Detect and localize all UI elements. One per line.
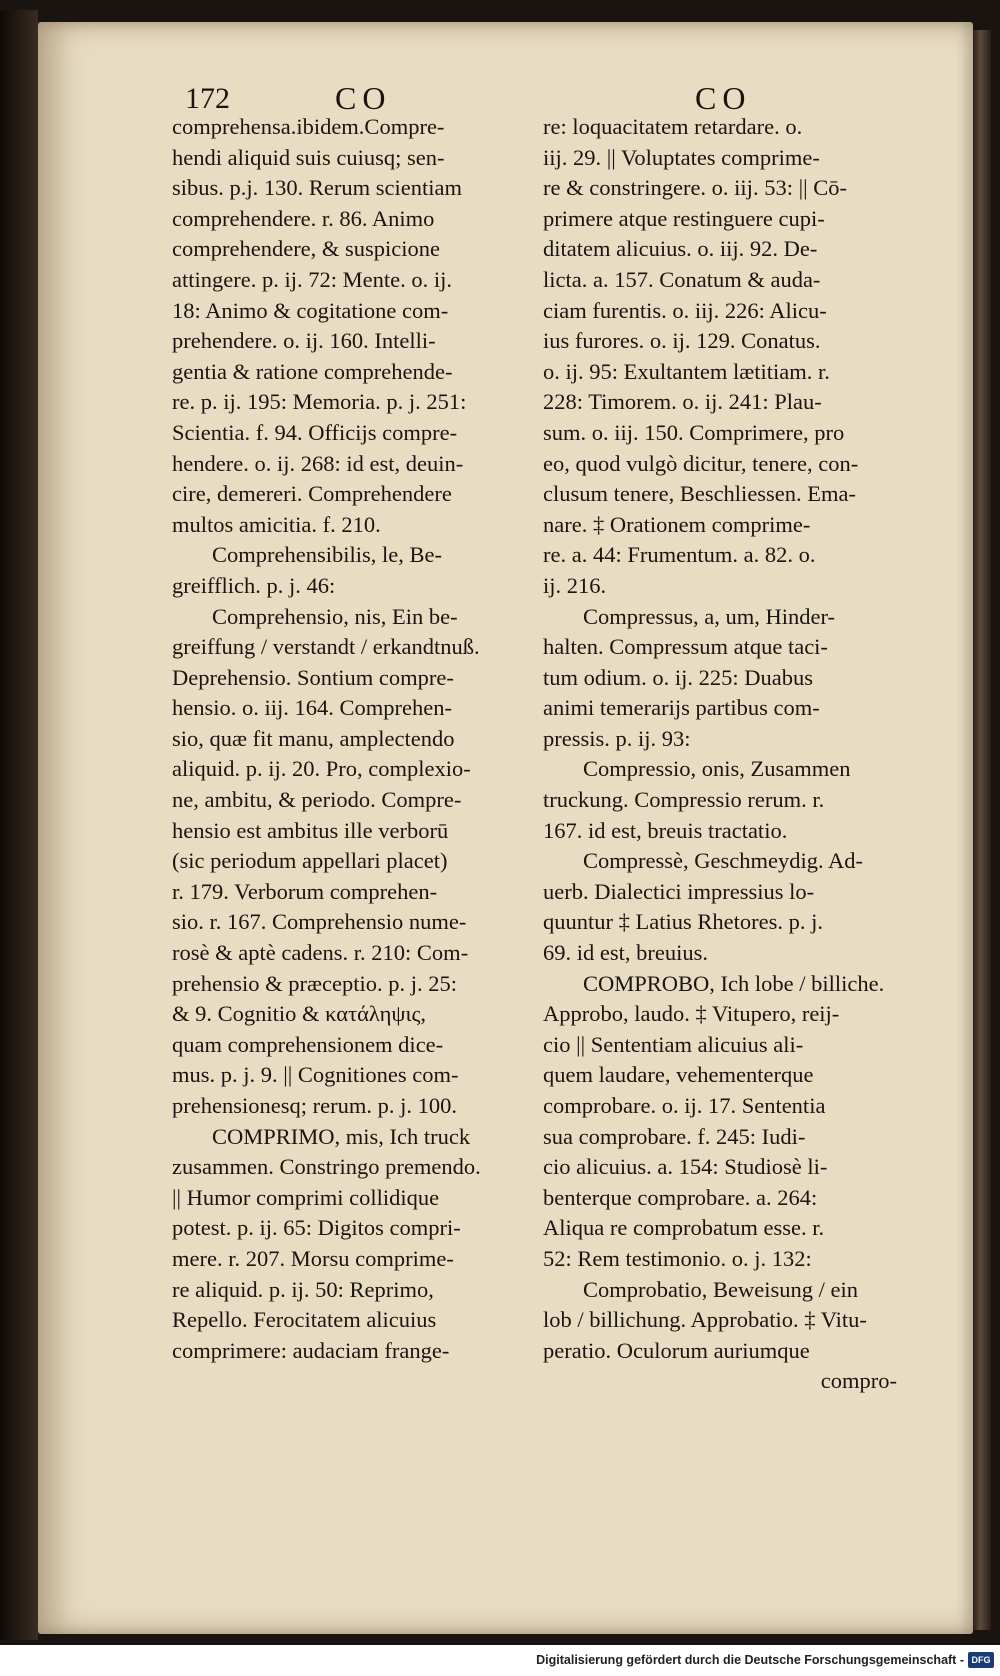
text-line: 228: Timorem. o. ij. 241: Plau- (543, 389, 822, 415)
text-line: Deprehensio. Sontium compre- (172, 664, 454, 690)
text-line: potest. p. ij. 65: Digitos compri- (172, 1215, 461, 1241)
text-line: sio. r. 167. Comprehensio nume- (172, 909, 467, 935)
text-line: zusammen. Constringo premendo. (172, 1154, 481, 1180)
left-running-head: CO (335, 80, 392, 116)
text-line: & 9. Cognitio & κατάληψις, (172, 1001, 427, 1027)
text-line: primere atque restinguere cupi- (543, 205, 825, 231)
text-line: quem laudare, vehementerque (543, 1062, 814, 1088)
right-text-column (543, 112, 907, 1397)
text-line: re & constringere. o. iij. 53: || Cō- (543, 175, 847, 201)
text-line: mere. r. 207. Morsu comprime- (172, 1245, 454, 1271)
text-line: sibus. p.j. 130. Rerum scientiam (172, 175, 462, 201)
text-line: prehendere. o. ij. 160. Intelli- (172, 328, 436, 354)
text-line: compro- (820, 1368, 897, 1394)
text-line: re. p. ij. 195: Memoria. p. j. 251: (172, 389, 467, 415)
text-line: quam comprehensionem dice- (172, 1031, 444, 1057)
text-line: Repello. Ferocitatem alicuius (172, 1307, 437, 1333)
text-line: 69. id est, breuius. (543, 940, 708, 966)
text-line: mus. p. j. 9. || Cognitiones com- (172, 1062, 459, 1088)
text-line: benterque comprobare. a. 264: (543, 1184, 818, 1210)
text-line: truckung. Compressio rerum. r. (543, 787, 825, 813)
text-line: greifflich. p. j. 46: (172, 572, 336, 598)
text-line: aliquid. p. ij. 20. Pro, complexio- (172, 756, 471, 782)
text-line: o. ij. 95: Exultantem lætitiam. r. (543, 358, 830, 384)
text-line: r. 179. Verborum comprehen- (172, 878, 438, 904)
text-line: prehensio & præceptio. p. j. 25: (172, 970, 457, 996)
text-line: prehensionesq; rerum. p. j. 100. (172, 1093, 457, 1118)
left-text-column (172, 112, 550, 1366)
text-line: Scientia. f. 94. Officijs compre- (172, 419, 458, 445)
text-line: 167. id est, breuis tractatio. (543, 817, 788, 843)
text-line: multos amicitia. f. 210. (172, 511, 381, 537)
text-line: uerb. Dialectici impressius lo- (543, 878, 815, 904)
text-line: clusum tenere, Beschliessen. Ema- (543, 481, 857, 507)
footer-credit: Digitalisierung gefördert durch die Deutsche Forschungsgemeinschaft - (536, 1653, 964, 1667)
text-line: peratio. Oculorum auriumque (543, 1337, 810, 1363)
text-line: Compressio, onis, Zusammen (583, 756, 851, 782)
text-line: hendi aliquid suis cuiusq; sen- (172, 144, 445, 170)
text-line: eo, quod vulgò dicitur, tenere, con- (543, 450, 859, 476)
text-line: comprehendere, & suspicione (172, 236, 441, 262)
text-line: rosè & aptè cadens. r. 210: Com- (172, 940, 469, 966)
text-line: (sic periodum appellari placet) (172, 848, 448, 874)
text-line: Comprehensio, nis, Ein be- (212, 603, 458, 629)
text-line: Approbo, laudo. ‡ Vitupero, reij- (543, 1001, 840, 1027)
text-line: hendere. o. ij. 268: id est, deuin- (172, 450, 464, 476)
text-line: re: loquacitatem retardare. o. (543, 114, 803, 139)
text-line: comprimere: audaciam frange- (172, 1337, 450, 1363)
text-line: sua comprobare. f. 245: Iudi- (543, 1123, 806, 1149)
book-spine (0, 10, 38, 1640)
text-line: hensio est ambitus ille verborū (172, 817, 449, 843)
text-line: re aliquid. p. ij. 50: Reprimo, (172, 1276, 434, 1302)
text-line: sum. o. iij. 150. Comprimere, pro (543, 419, 845, 445)
text-line: comprehensa.ibidem.Compre- (172, 114, 445, 139)
text-line: pressis. p. ij. 93: (543, 725, 691, 751)
text-line: ditatem alicuius. o. iij. 92. De- (543, 236, 818, 262)
text-line: comprobare. o. ij. 17. Sententia (543, 1093, 826, 1118)
dfg-logo: DFG (968, 1652, 994, 1668)
page-edge (973, 30, 991, 1630)
text-line: re. a. 44: Frumentum. a. 82. o. (543, 542, 816, 568)
text-line: || Humor comprimi collidique (172, 1184, 440, 1210)
text-line: cio alicuius. a. 154: Studiosè li- (543, 1154, 828, 1180)
text-line: ius furores. o. ij. 129. Conatus. (543, 328, 821, 354)
text-line: 52: Rem testimonio. o. j. 132: (543, 1245, 812, 1271)
text-line: COMPRIMO, mis, Ich truck (212, 1123, 471, 1149)
text-line: lob / billichung. Approbatio. ‡ Vitu- (543, 1307, 867, 1333)
text-line: Aliqua re comprobatum esse. r. (543, 1215, 825, 1241)
text-line: cire, demereri. Comprehendere (172, 481, 452, 507)
page-number: 172 (185, 82, 230, 115)
text-line: Comprehensibilis, le, Be- (212, 542, 442, 568)
digitization-footer (0, 1648, 1000, 1676)
text-line: gentia & ratione comprehende- (172, 358, 453, 384)
text-line: quuntur ‡ Latius Rhetores. p. j. (543, 909, 823, 935)
text-line: nare. ‡ Orationem comprime- (543, 511, 811, 537)
text-line: 18: Animo & cogitatione com- (172, 297, 449, 323)
text-line: halten. Compressum atque taci- (543, 634, 828, 660)
text-line: comprehendere. r. 86. Animo (172, 205, 435, 231)
text-line: animi temerarijs partibus com- (543, 695, 820, 721)
text-line: ne, ambitu, & periodo. Compre- (172, 787, 462, 813)
text-line: greiffung / verstandt / erkandtnuß. (172, 634, 480, 660)
text-line: Compressus, a, um, Hinder- (583, 603, 836, 629)
text-line: tum odium. o. ij. 225: Duabus (543, 664, 813, 690)
text-line: ciam furentis. o. iij. 226: Alicu- (543, 297, 827, 323)
text-line: hensio. o. iij. 164. Comprehen- (172, 695, 452, 721)
text-line: sio, quæ fit manu, amplectendo (172, 725, 455, 751)
text-line: Compressè, Geschmeydig. Ad- (583, 848, 863, 874)
text-line: COMPROBO, Ich lobe / billiche. (583, 970, 885, 996)
text-line: attingere. p. ij. 72: Mente. o. ij. (172, 266, 452, 292)
text-line: cio || Sententiam alicuius ali- (543, 1031, 804, 1057)
text-line: licta. a. 157. Conatum & auda- (543, 266, 821, 292)
right-running-head: CO (695, 80, 752, 116)
text-line: ij. 216. (543, 572, 607, 598)
text-line: Comprobatio, Beweisung / ein (583, 1276, 858, 1302)
text-line: iij. 29. || Voluptates comprime- (543, 144, 820, 170)
